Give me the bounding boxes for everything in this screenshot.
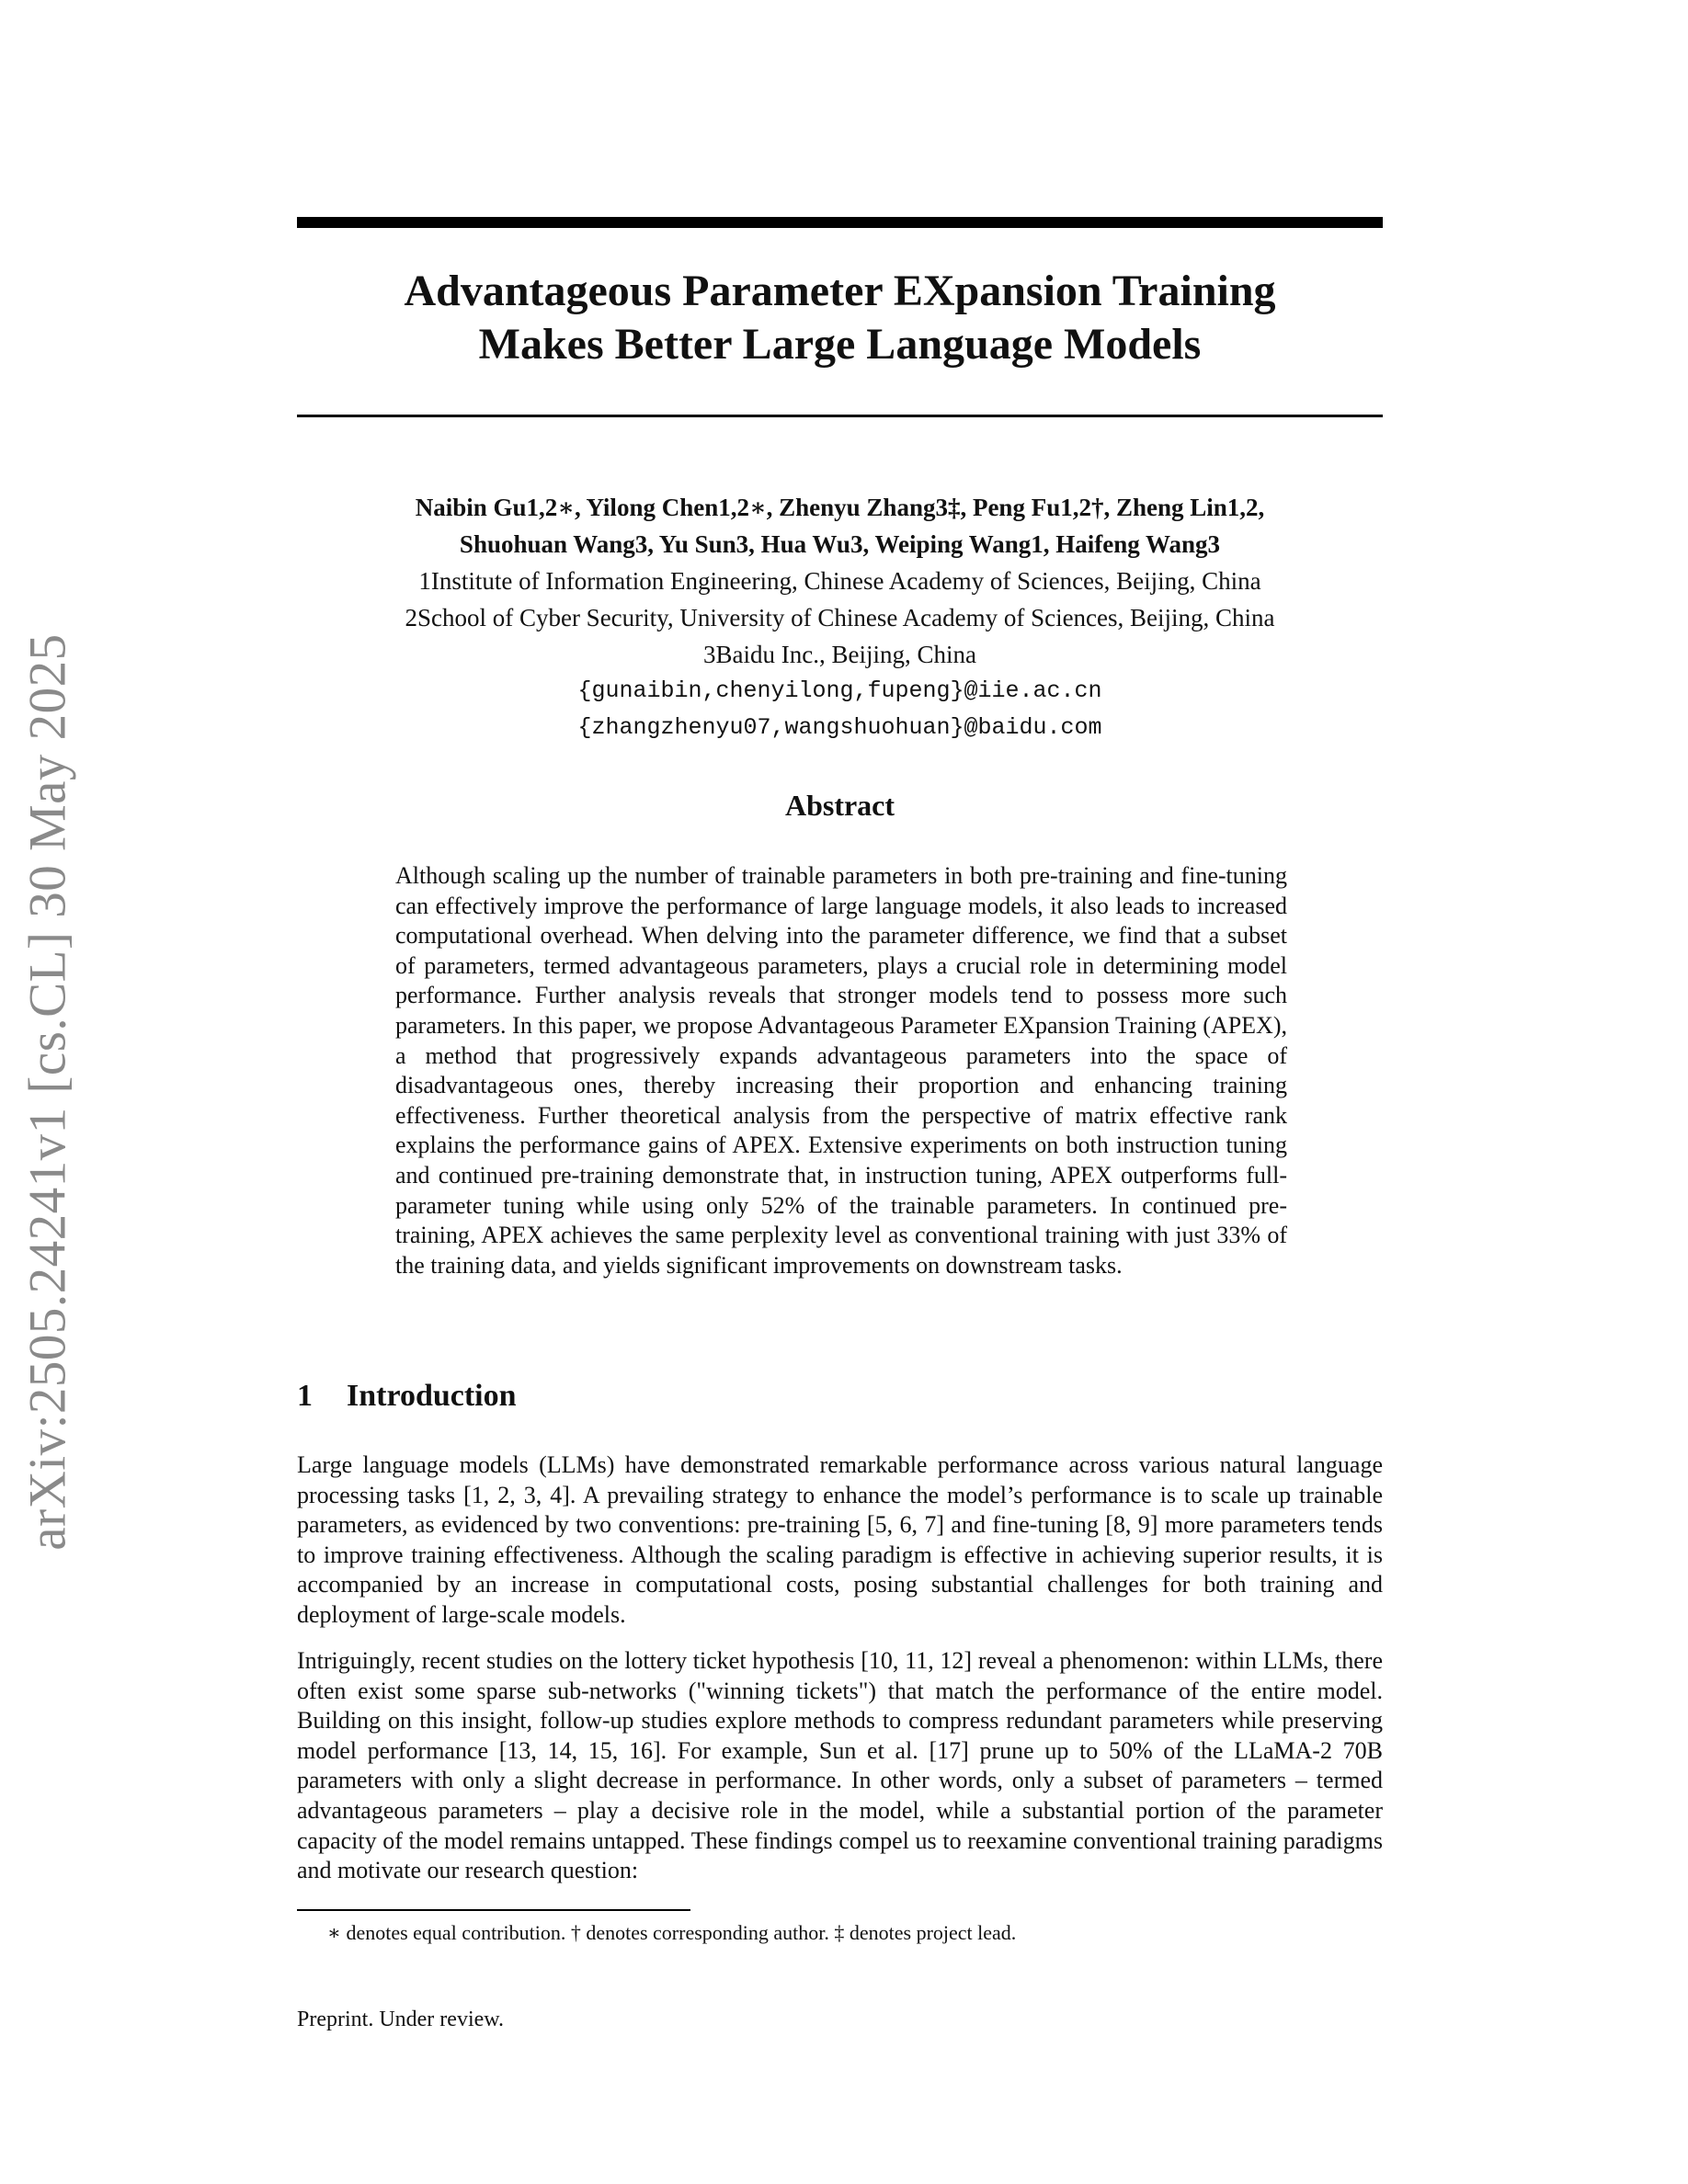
author-list-line1: Naibin Gu1,2∗, Yilong Chen1,2∗, Zhenyu Zhang3‡, Peng Fu1,2†, Zheng Lin1,2, (415, 494, 1265, 521)
paper-title-line2: Makes Better Large Language Models (478, 320, 1202, 369)
author-list-line2: Shuohuan Wang3, Yu Sun3, Hua Wu3, Weiping Wang1, Haifeng Wang3 (459, 530, 1221, 558)
intro-paragraph-1: Large language models (LLMs) have demonstrated remarkable performance across various natural language processing tasks [1, 2, 3, 4]. A prevailing strategy to enhance the model’s performance is to scale up trainable parameters, as evidenced by two conventions: pre-training [5, 6, 7] and fine-tuning [8, 9] more parameters tends to improve training effectiveness. Although the scaling paradigm is effective in achieving superior results, it is accompanied by an increase in computational costs, posing substantial challenges for both training and deployment of large-scale models. (297, 1451, 1383, 1628)
author-block (297, 489, 1383, 746)
affiliation-2: 2School of Cyber Security, University of Chinese Academy of Sciences, Beijing, China (405, 604, 1275, 631)
title-bottom-rule (297, 415, 1383, 417)
section-heading-introduction (297, 1379, 517, 1414)
affiliation-3: 3Baidu Inc., Beijing, China (703, 641, 976, 668)
paper-title (297, 265, 1383, 371)
arxiv-identifier: arXiv:2505.24241v1 [cs.CL] 30 May 2025 (18, 633, 77, 1551)
title-top-rule (297, 217, 1383, 228)
footnote: ∗ denotes equal contribution. † denotes corresponding author. ‡ denotes project lead. (327, 1921, 1017, 1944)
abstract-heading: Abstract (784, 789, 895, 822)
email-line-1: {gunaibin,chenyilong,fupeng}@iie.ac.cn (577, 677, 1102, 704)
section-title: Introduction (347, 1379, 517, 1413)
affiliation-1: 1Institute of Information Engineering, Chinese Academy of Sciences, Beijing, China (418, 567, 1261, 595)
intro-paragraph-2: Intriguingly, recent studies on the lottery ticket hypothesis [10, 11, 12] reveal a phenomenon: within LLMs, there often exist some sparse sub-networks ("winning tickets") that match the performance of the entire model. Building on this insight, follow-up studies explore methods to compress redundant parameters while preserving model performance [13, 14, 15, 16]. For example, Sun et al. [17] prune up to 50% of the LLaMA-2 70B parameters with only a slight decrease in performance. In other words, only a subset of parameters – termed advantageous parameters – play a decisive role in the model, while a substantial portion of the parameter capacity of the model remains untapped. These findings compel us to reexamine conventional training paradigms and motivate our research question: (297, 1647, 1383, 1884)
section-number: 1 (297, 1379, 313, 1413)
footnote-rule (297, 1909, 690, 1911)
preprint-note: Preprint. Under review. (297, 2008, 505, 2031)
abstract-text: Although scaling up the number of trainable parameters in both pre-training and fine-tuning can effectively improve the performance of large language models, it also leads to increased computational overhead. When delving into the parameter difference, we find that a subset of parameters, termed advantageous parameters, plays a crucial role in determining model performance. Further analysis reveals that stronger models tend to possess more such parameters. In this paper, we propose Advantageous Parameter EXpansion Training (APEX), a method that progressively expands advantageous parameters into the space of disadvantageous ones, thereby increasing their proportion and enhancing training effectiveness. Further theoretical analysis from the perspective of matrix effective rank explains the performance gains of APEX. Extensive experiments on both instruction tuning and continued pre-training demonstrate that, in instruction tuning, APEX outperforms full-parameter tuning while using only 52% of the trainable parameters. In continued pre-training, APEX achieves the same perplexity level as conventional training with just 33% of the training data, and yields significant improvements on downstream tasks. (395, 862, 1287, 1279)
paper-title-line1: Advantageous Parameter EXpansion Training (404, 267, 1276, 315)
email-line-2: {zhangzhenyu07,wangshuohuan}@baidu.com (577, 714, 1102, 741)
